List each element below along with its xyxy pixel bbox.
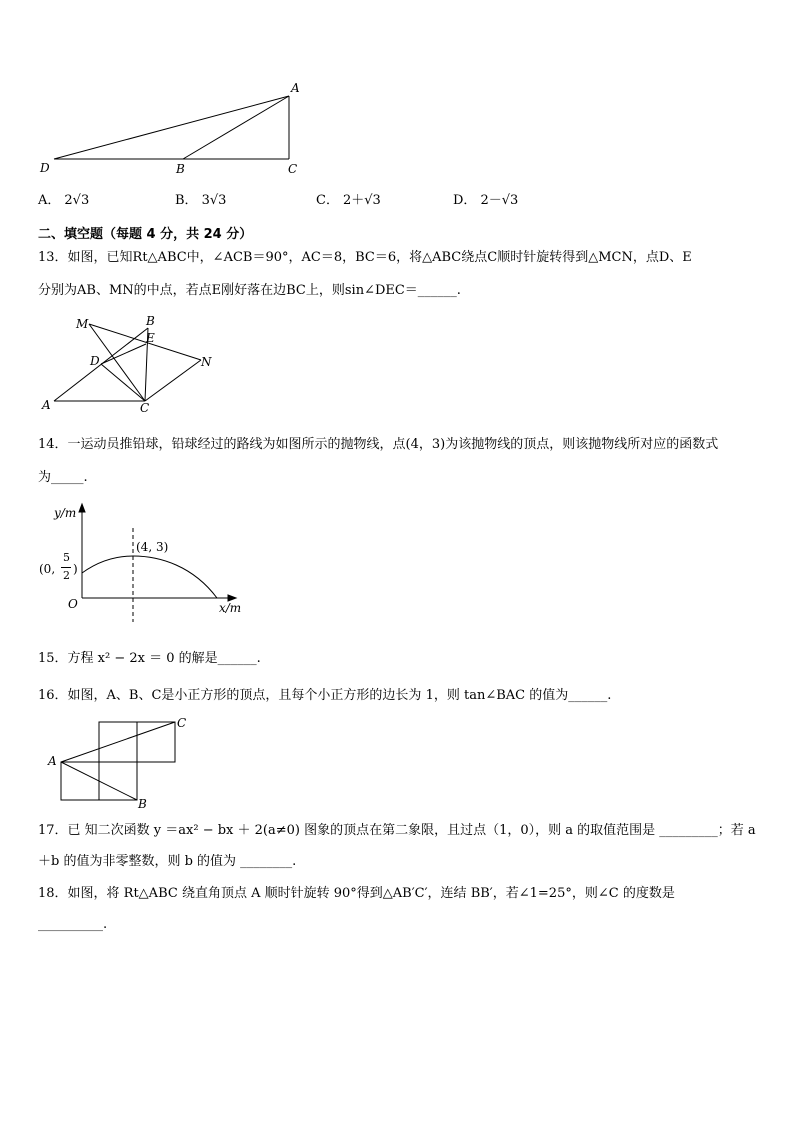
- q13-label-E: E: [146, 331, 155, 345]
- q13-label-C: C: [140, 401, 150, 415]
- q17-line1: 17．已 知二次函数 y ＝ax² − bx ＋ 2(a≠0) 图象的顶点在第二象限，且过点（1，0），则 a 的取值范围是 _________；若 a: [38, 823, 756, 838]
- q16-label-B: B: [138, 797, 147, 811]
- q13-line1: 13．如图，已知Rt△ABC中，∠ACB＝90°，AC＝8，BC＝6，将△ABC绕点C顺时针旋转得到△MCN，点D、E: [38, 250, 692, 265]
- square-bottom-left: [61, 762, 99, 800]
- q18-line1: 18．如图，将 Rt△ABC 绕直角顶点 A 顺时针旋转 90°得到△AB′C′，连结 BB′，若∠1=25°，则∠C 的度数是: [38, 886, 675, 901]
- q13-label-A: A: [42, 398, 51, 412]
- q12-label-A: A: [291, 81, 300, 95]
- q14-vertex-label: (4, 3): [136, 540, 169, 554]
- q12-label-D: D: [40, 161, 50, 175]
- q13-label-D: D: [90, 354, 100, 368]
- option-letter: C．: [316, 193, 339, 208]
- option-letter: A．: [38, 193, 61, 208]
- start-label-close: ): [73, 562, 78, 576]
- option-value: 2＋√3: [342, 193, 381, 208]
- q14-origin-label: O: [68, 597, 78, 611]
- square-bottom-right: [99, 762, 137, 800]
- q13-label-B: B: [146, 314, 155, 328]
- q12-label-B: B: [176, 162, 185, 176]
- q13-line2: 分别为AB、MN的中点，若点E刚好落在边BC上，则sin∠DEC＝______.: [38, 283, 461, 298]
- option-value: 3√3: [201, 193, 227, 208]
- start-label-den: 2: [63, 569, 70, 582]
- start-label-open: (0,: [39, 562, 56, 576]
- q14-line2: 为_____.: [38, 470, 88, 485]
- option-letter: B．: [175, 193, 198, 208]
- q16-label-A: A: [48, 754, 57, 768]
- square-top-right: [137, 722, 175, 762]
- option-letter: D．: [453, 193, 477, 208]
- start-label-num: 5: [63, 551, 70, 564]
- q12-label-C: C: [288, 162, 298, 176]
- option-value: 2－√3: [480, 193, 519, 208]
- q14-line1: 14．一运动员推铅球，铅球经过的路线为如图所示的抛物线，点(4，3)为该抛物线的顶点，则该抛物线所对应的函数式: [38, 437, 719, 452]
- q16-text: 16．如图，A、B、C是小正方形的顶点，且每个小正方形的边长为 1，则 tan∠BAC 的值为______.: [38, 688, 612, 703]
- q14-y-axis-label: y/m: [54, 506, 77, 520]
- q13-label-N: N: [201, 355, 212, 369]
- q14-x-axis-label: x/m: [219, 601, 242, 615]
- q15-text: 15．方程 x² − 2x ＝ 0 的解是______.: [38, 651, 261, 666]
- section-title: 二、填空题（每题 4 分，共 24 分）: [38, 227, 253, 242]
- q18-line2: __________.: [38, 917, 108, 932]
- q17-line2: ＋b 的值为非零整数，则 b 的值为 ________.: [38, 854, 297, 869]
- option-value: 2√3: [64, 193, 90, 208]
- line-AC: [61, 722, 175, 762]
- q16-label-C: C: [177, 716, 187, 730]
- q13-label-M: M: [76, 317, 89, 331]
